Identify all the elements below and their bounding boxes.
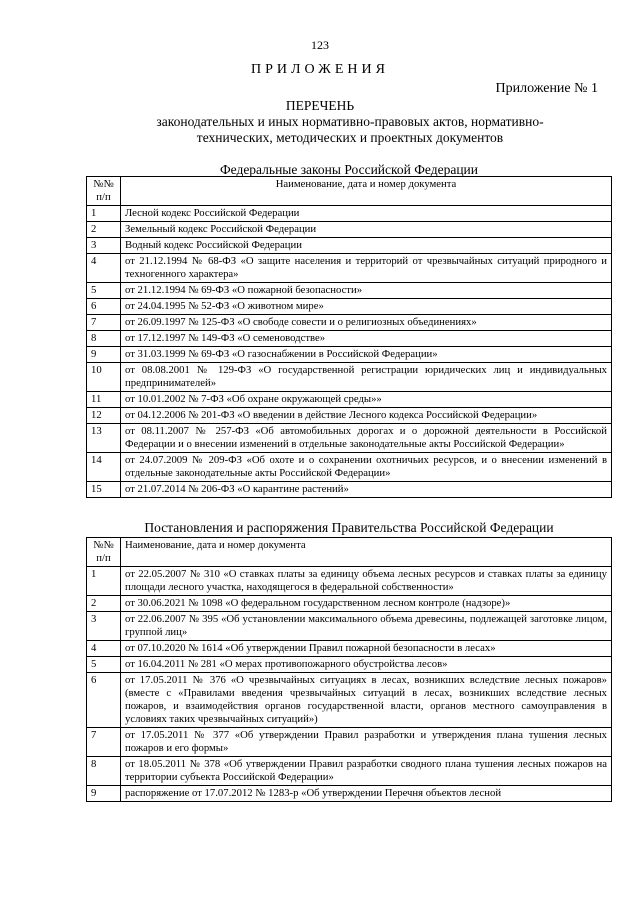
table-row bbox=[87, 392, 612, 408]
row-number: 9 bbox=[87, 347, 121, 363]
row-number: 2 bbox=[87, 596, 121, 612]
row-number: 8 bbox=[87, 331, 121, 347]
document-title: от 21.12.1994 № 69-ФЗ «О пожарной безопасности» bbox=[121, 283, 612, 299]
row-number: 14 bbox=[87, 453, 121, 482]
document-title: от 22.05.2007 № 310 «О ставках платы за единицу объема лесных ресурсов и ставках платы за единицу площади лесного участка, находящегося в федеральной собственности» bbox=[121, 567, 612, 596]
table-row bbox=[87, 254, 612, 283]
row-number: 6 bbox=[87, 299, 121, 315]
document-title: от 08.08.2001 № 129-ФЗ «О государственной регистрации юридических лиц и индивидуальных предпринимателей» bbox=[121, 363, 612, 392]
table-row bbox=[87, 299, 612, 315]
document-title: от 08.11.2007 № 257-ФЗ «Об автомобильных дорогах и о дорожной деятельности в Российской Федерации и о внесении изменений в отдельные законодательные акты Российской Федерации» bbox=[121, 424, 612, 453]
document-title: от 21.07.2014 № 206-ФЗ «О карантине растений» bbox=[121, 482, 612, 498]
table-row bbox=[87, 728, 612, 757]
government-acts-body bbox=[87, 567, 612, 802]
document-title: от 24.07.2009 № 209-ФЗ «Об охоте и о сохранении охотничьих ресурсов, и о внесении изменений в отдельные законодательные акты Российской Федерации» bbox=[121, 453, 612, 482]
row-number: 12 bbox=[87, 408, 121, 424]
document-title: от 16.04.2011 № 281 «О мерах противопожарного обустройства лесов» bbox=[121, 657, 612, 673]
column-header-number: №№ п/п bbox=[87, 177, 121, 206]
document-title: от 31.03.1999 № 69-ФЗ «О газоснабжении в Российской Федерации» bbox=[121, 347, 612, 363]
table-row bbox=[87, 657, 612, 673]
subtitle-line: законодательных и иных нормативно-правовых актов, нормативно- bbox=[156, 114, 544, 129]
document-title: от 17.12.1997 № 149-ФЗ «О семеноводстве» bbox=[121, 331, 612, 347]
document-title: распоряжение от 17.07.2012 № 1283-р «Об утверждении Перечня объектов лесной bbox=[121, 786, 612, 802]
main-title: ПРИЛОЖЕНИЯ bbox=[251, 62, 389, 77]
page-number: 123 bbox=[311, 38, 329, 52]
row-number: 8 bbox=[87, 757, 121, 786]
list-title: ПЕРЕЧЕНЬ bbox=[285, 98, 355, 113]
document-title: Земельный кодекс Российской Федерации bbox=[121, 222, 612, 238]
row-number: 9 bbox=[87, 786, 121, 802]
column-header-title: Наименование, дата и номер документа bbox=[121, 177, 612, 206]
table-row bbox=[87, 673, 612, 728]
table-header-row bbox=[87, 538, 612, 567]
document-title: Лесной кодекс Российской Федерации bbox=[121, 206, 612, 222]
table-row bbox=[87, 596, 612, 612]
row-number: 7 bbox=[87, 728, 121, 757]
government-acts-table bbox=[86, 537, 612, 802]
subtitle-line: технических, методических и проектных документов bbox=[196, 130, 504, 145]
table-row bbox=[87, 408, 612, 424]
document-title: Водный кодекс Российской Федерации bbox=[121, 238, 612, 254]
column-header-title: Наименование, дата и номер документа bbox=[121, 538, 612, 567]
federal-laws-body bbox=[87, 206, 612, 498]
table-row bbox=[87, 482, 612, 498]
document-title: от 18.05.2011 № 378 «Об утверждении Правил разработки сводного плана тушения лесных пожаров на территории субъекта Российской Федерации» bbox=[121, 757, 612, 786]
table-row bbox=[87, 786, 612, 802]
table-row bbox=[87, 363, 612, 392]
row-number: 7 bbox=[87, 315, 121, 331]
row-number: 4 bbox=[87, 641, 121, 657]
appendix-label: Приложение № 1 bbox=[495, 81, 598, 96]
section-heading-government-acts: Постановления и распоряжения Правительства Российской Федерации bbox=[144, 520, 554, 535]
document-title: от 22.06.2007 № 395 «Об установлении максимального объема древесины, подлежащей заготовке лицом, группой лиц» bbox=[121, 612, 612, 641]
row-number: 5 bbox=[87, 283, 121, 299]
table-row bbox=[87, 453, 612, 482]
row-number: 1 bbox=[87, 206, 121, 222]
table-row bbox=[87, 315, 612, 331]
document-title: от 24.04.1995 № 52-ФЗ «О животном мире» bbox=[121, 299, 612, 315]
table-row bbox=[87, 424, 612, 453]
document-title: от 17.05.2011 № 376 «О чрезвычайных ситуациях в лесах, возникших вследствие лесных пожаров» (вместе с «Правилами введения чрезвычайных ситуаций в лесах, возникших вследствие лесных пожаров, и взаимодействия органов государственной власти, органов местного самоуправления в условиях таких чрезвычайных ситуаций») bbox=[121, 673, 612, 728]
row-number: 15 bbox=[87, 482, 121, 498]
table-row bbox=[87, 347, 612, 363]
table-row bbox=[87, 222, 612, 238]
table-row bbox=[87, 612, 612, 641]
document-title: от 04.12.2006 № 201-ФЗ «О введении в действие Лесного кодекса Российской Федерации» bbox=[121, 408, 612, 424]
row-number: 3 bbox=[87, 238, 121, 254]
table-row bbox=[87, 238, 612, 254]
document-title: от 30.06.2021 № 1098 «О федеральном государственном лесном контроле (надзоре)» bbox=[121, 596, 612, 612]
section-heading-federal-laws: Федеральные законы Российской Федерации bbox=[219, 162, 479, 177]
table-row bbox=[87, 757, 612, 786]
document-title: от 26.09.1997 № 125-ФЗ «О свободе совести и о религиозных объединениях» bbox=[121, 315, 612, 331]
table-row bbox=[87, 641, 612, 657]
row-number: 11 bbox=[87, 392, 121, 408]
document-title: от 21.12.1994 № 68-ФЗ «О защите населения и территорий от чрезвычайных ситуаций природного и техногенного характера» bbox=[121, 254, 612, 283]
row-number: 10 bbox=[87, 363, 121, 392]
row-number: 1 bbox=[87, 567, 121, 596]
row-number: 6 bbox=[87, 673, 121, 728]
row-number: 5 bbox=[87, 657, 121, 673]
document-title: от 07.10.2020 № 1614 «Об утверждении Правил пожарной безопасности в лесах» bbox=[121, 641, 612, 657]
table-row bbox=[87, 567, 612, 596]
row-number: 2 bbox=[87, 222, 121, 238]
table-row bbox=[87, 331, 612, 347]
federal-laws-table bbox=[86, 176, 612, 498]
row-number: 3 bbox=[87, 612, 121, 641]
table-header-row bbox=[87, 177, 612, 206]
row-number: 4 bbox=[87, 254, 121, 283]
column-header-number: №№ п/п bbox=[87, 538, 121, 567]
table-row bbox=[87, 206, 612, 222]
document-title: от 10.01.2002 № 7-ФЗ «Об охране окружающей среды»» bbox=[121, 392, 612, 408]
row-number: 13 bbox=[87, 424, 121, 453]
document-title: от 17.05.2011 № 377 «Об утверждении Правил разработки и утверждения плана тушения лесных пожаров и его формы» bbox=[121, 728, 612, 757]
table-row bbox=[87, 283, 612, 299]
